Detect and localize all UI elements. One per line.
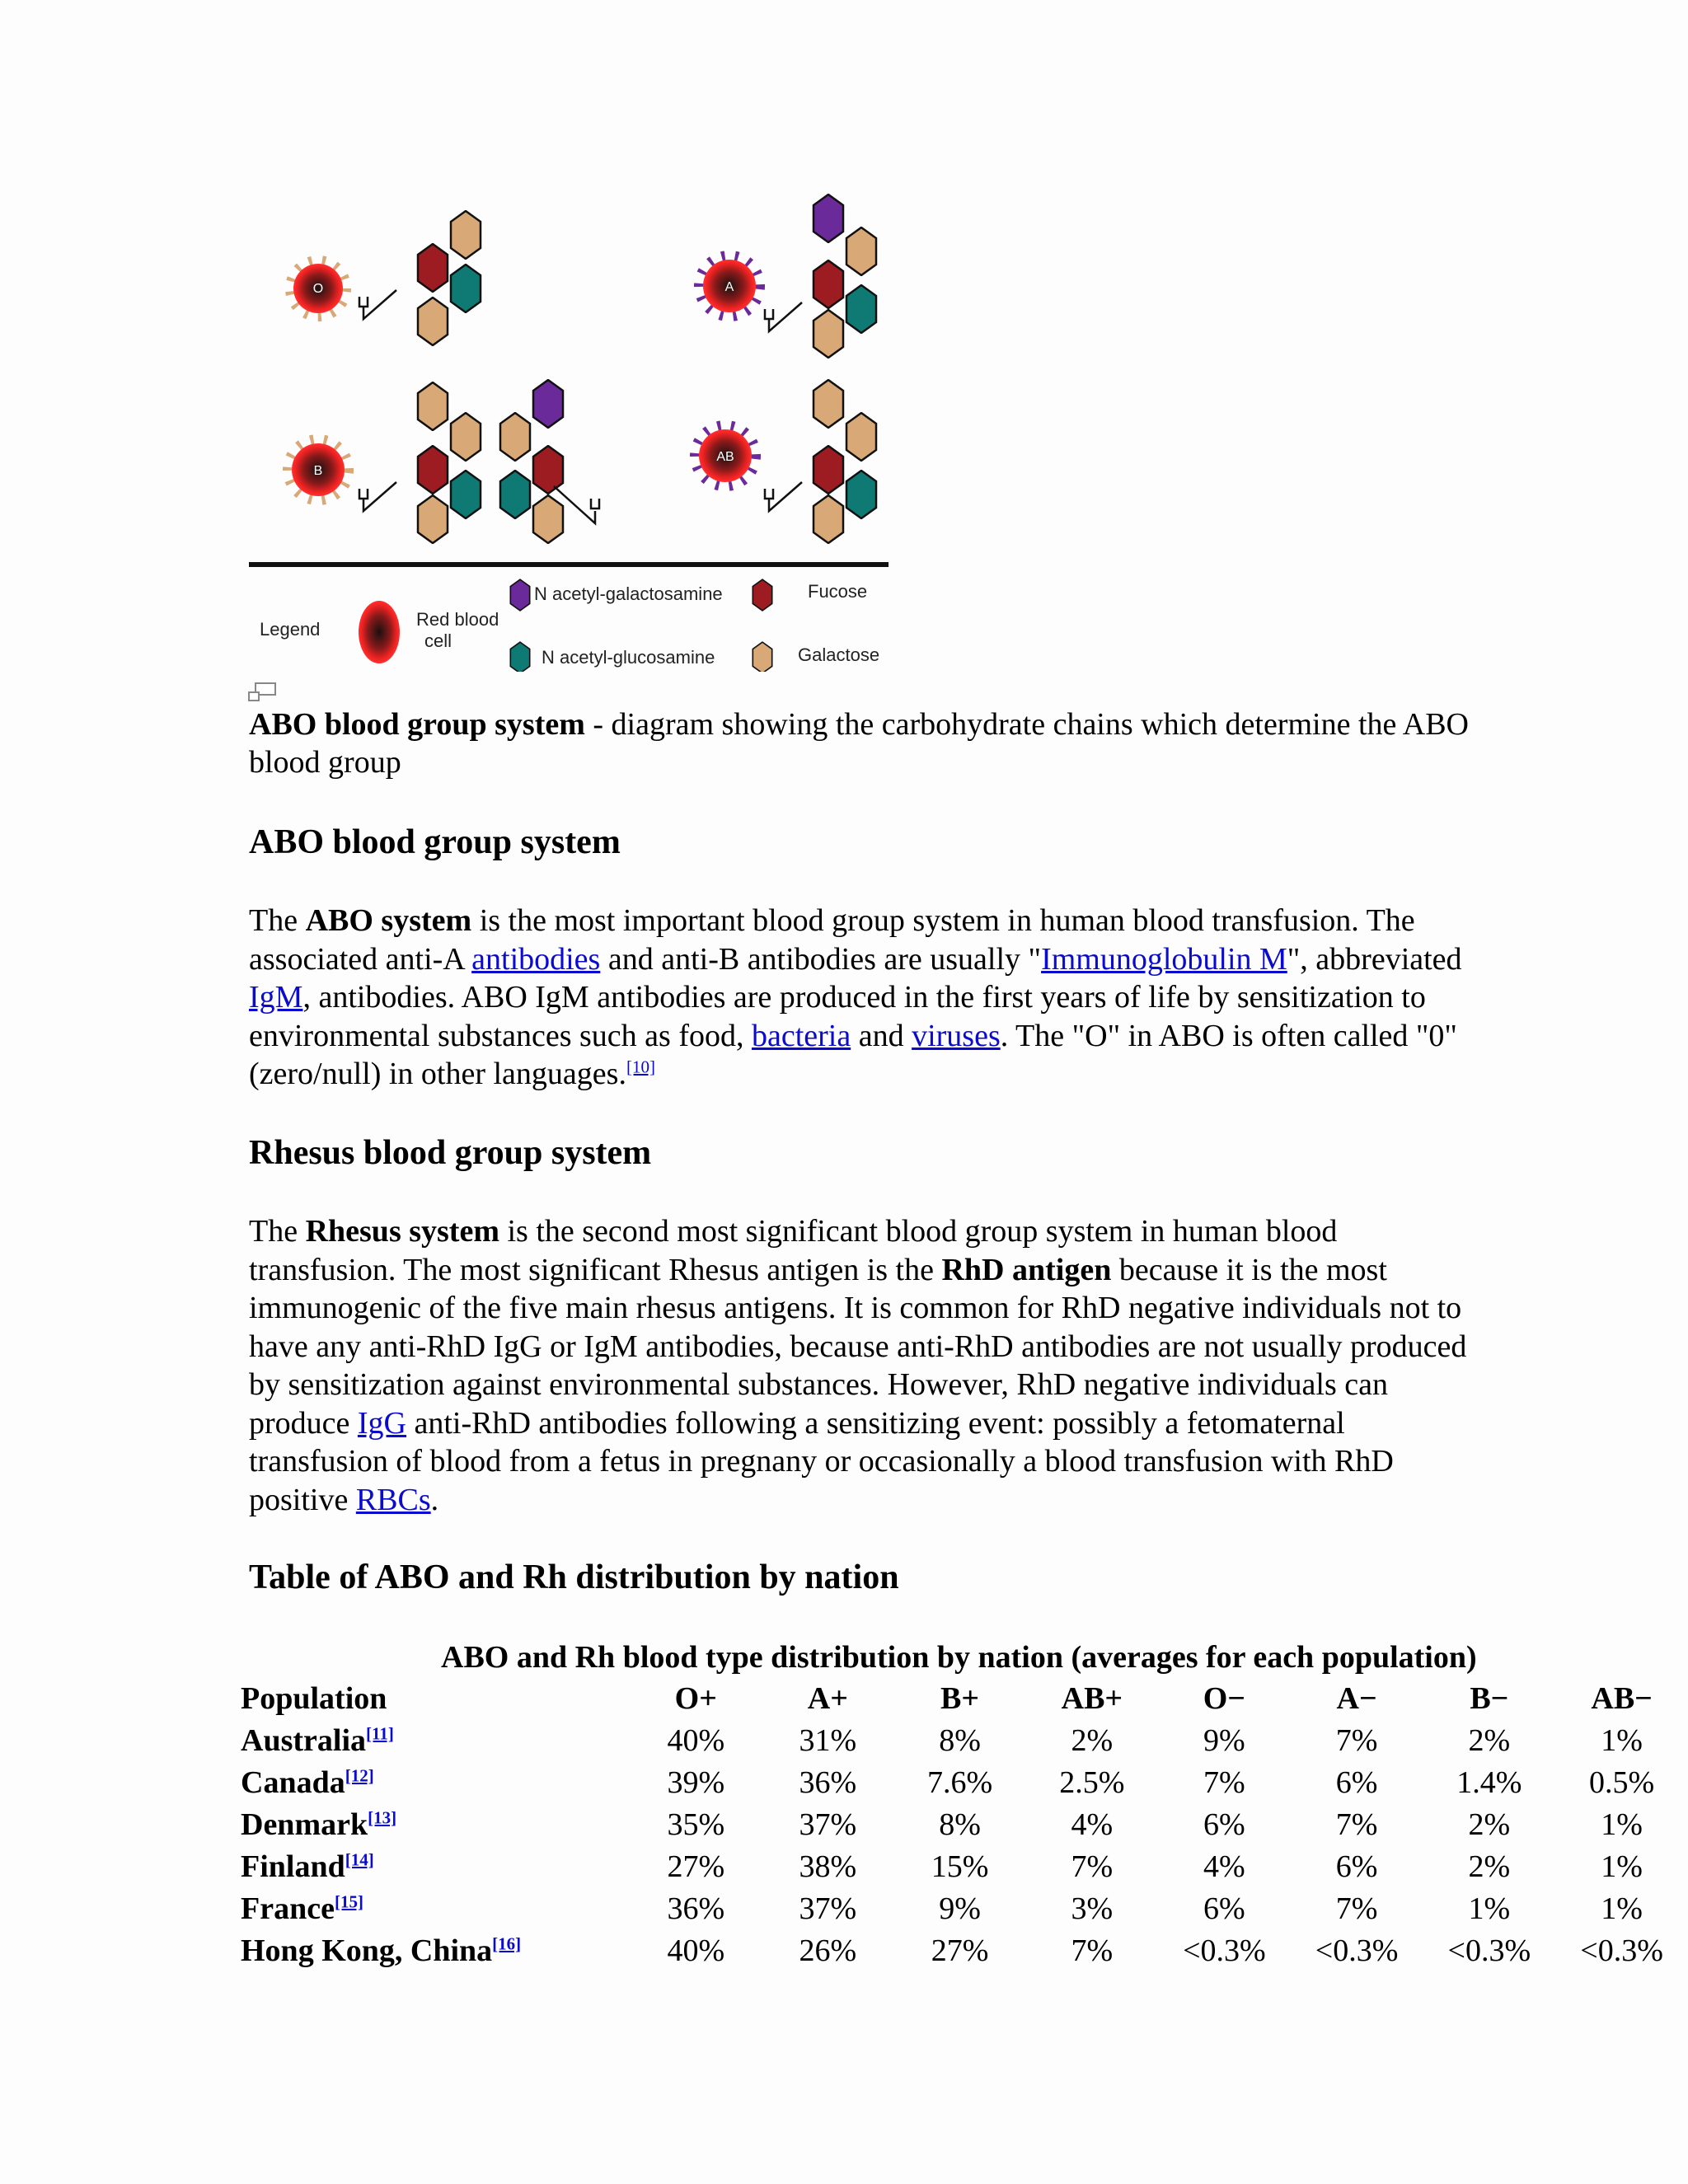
population-name xyxy=(241,1930,630,1972)
header-a-neg: A− xyxy=(1336,1681,1377,1716)
percentage-cell: 9% xyxy=(1203,1723,1245,1758)
figure-caption: ABO blood group system - diagram showing the carbohydrate chains which determine the ABO blood group xyxy=(249,707,1470,780)
country-label: France xyxy=(241,1891,335,1926)
table-row xyxy=(241,1846,1688,1888)
percentage-cell: 4% xyxy=(1071,1807,1114,1842)
percentage-cell: <0.3% xyxy=(1315,1933,1399,1968)
abo-paragraph: The ABO system is the most important blood group system in human blood transfusion. The associated anti-A antibodies and anti-B antibodies are usually "Immunoglobulin M", abbreviated IgM, antibodies. ABO IgM antibodies are produced in the first years of life by sensitization to environmental substances such as food, bacteria and viruses. The "O" in ABO is often called "0" (zero/null) in other languages.[10] xyxy=(249,903,1462,1091)
percentage-cell: 35% xyxy=(667,1807,725,1842)
table-row xyxy=(241,1762,1688,1804)
header-ab-pos: AB+ xyxy=(1061,1681,1123,1716)
percentage-cell: <0.3% xyxy=(1580,1933,1663,1968)
header-ab-neg: AB− xyxy=(1591,1681,1653,1716)
percentage-cell: 1% xyxy=(1601,1891,1643,1926)
header-population: Population xyxy=(241,1681,387,1716)
percentage-cell: 7% xyxy=(1335,1891,1378,1926)
link-rbcs[interactable]: RBCs xyxy=(355,1482,431,1517)
svg-text:A: A xyxy=(724,280,734,294)
percentage-cell: 38% xyxy=(799,1849,857,1884)
percentage-cell: 36% xyxy=(799,1765,857,1800)
country-label: Finland xyxy=(241,1849,345,1884)
abo-diagram-figure xyxy=(247,194,890,672)
percentage-cell: <0.3% xyxy=(1447,1933,1531,1968)
link-viruses[interactable]: viruses xyxy=(912,1018,1001,1053)
percentage-cell: 15% xyxy=(931,1849,989,1884)
percentage-cell: 37% xyxy=(799,1891,857,1926)
percentage-cell: 1% xyxy=(1468,1891,1511,1926)
rbc-o xyxy=(291,211,481,345)
svg-text:Fucose: Fucose xyxy=(808,581,868,602)
rhesus-paragraph: The Rhesus system is the second most significant blood group system in human blood transfusion. The most significant Rhesus antigen is the RhD antigen because it is the most immunogenic of the five main rhesus antigens. It is common for RhD negative individuals not to have any anti-RhD IgG or IgM antibodies, because anti-RhD antibodies are not usually produced by sensitization against environmental substances. However, RhD negative individuals can produce IgG anti-RhD antibodies following a sensitizing event: possibly a fetomaternal transfusion of blood from a fetus in pregnany or occasionally a blood transfusion with RhD positive RBCs. xyxy=(249,1214,1467,1517)
population-name xyxy=(241,1804,630,1846)
percentage-cell: 6% xyxy=(1203,1807,1245,1842)
section-heading-table: Table of ABO and Rh distribution by nation xyxy=(249,1558,899,1596)
svg-text:Galactose: Galactose xyxy=(798,644,880,665)
svg-text:O: O xyxy=(312,282,324,296)
link-igm[interactable]: IgM xyxy=(249,980,303,1015)
reference-link[interactable]: [12] xyxy=(345,1765,374,1786)
table-row xyxy=(241,1930,1688,1972)
percentage-cell: <0.3% xyxy=(1183,1933,1266,1968)
reference-link[interactable]: [13] xyxy=(368,1807,397,1828)
percentage-cell: 8% xyxy=(939,1807,981,1842)
percentage-cell: 1% xyxy=(1601,1723,1643,1758)
country-label: Canada xyxy=(241,1765,345,1800)
rbc-ab xyxy=(500,380,876,543)
ref-10[interactable]: [10] xyxy=(626,1057,655,1077)
svg-text:B: B xyxy=(313,464,323,478)
table-row xyxy=(241,1720,1688,1762)
header-a-pos: A+ xyxy=(807,1681,848,1716)
svg-text:Red blood: Red blood xyxy=(416,609,499,630)
percentage-cell: 6% xyxy=(1335,1765,1378,1800)
blood-type-table xyxy=(241,1678,1688,1972)
percentage-cell: 27% xyxy=(931,1933,989,1968)
link-igg[interactable]: IgG xyxy=(357,1405,406,1441)
country-label: Denmark xyxy=(241,1807,368,1842)
percentage-cell: 37% xyxy=(799,1807,857,1842)
percentage-cell: 27% xyxy=(667,1849,725,1884)
svg-text:cell: cell xyxy=(424,630,452,651)
percentage-cell: 2.5% xyxy=(1059,1765,1125,1800)
percentage-cell: 1% xyxy=(1601,1807,1643,1842)
percentage-cell: 7% xyxy=(1203,1765,1245,1800)
percentage-cell: 2% xyxy=(1468,1807,1511,1842)
reference-link[interactable]: [11] xyxy=(366,1723,394,1744)
reference-link[interactable]: [16] xyxy=(492,1933,522,1954)
svg-text:N acetyl-galactosamine: N acetyl-galactosamine xyxy=(534,583,723,604)
reference-link[interactable]: [14] xyxy=(345,1849,374,1870)
percentage-cell: 36% xyxy=(667,1891,725,1926)
rbc-b xyxy=(288,382,481,543)
header-b-pos: B+ xyxy=(940,1681,980,1716)
link-antibodies[interactable]: antibodies xyxy=(471,941,601,977)
percentage-cell: 26% xyxy=(799,1933,857,1968)
table-caption: ABO and Rh blood type distribution by nation (averages for each population) xyxy=(441,1640,1477,1675)
section-heading-abo: ABO blood group system xyxy=(249,823,621,861)
percentage-cell: 39% xyxy=(667,1765,725,1800)
enlarge-icon[interactable] xyxy=(247,682,277,702)
percentage-cell: 8% xyxy=(939,1723,981,1758)
header-o-neg: O− xyxy=(1203,1681,1245,1716)
percentage-cell: 7% xyxy=(1071,1933,1114,1968)
percentage-cell: 40% xyxy=(667,1723,725,1758)
percentage-cell: 6% xyxy=(1335,1849,1378,1884)
percentage-cell: 3% xyxy=(1071,1891,1114,1926)
legend xyxy=(260,579,879,672)
population-name xyxy=(241,1888,630,1930)
percentage-cell: 4% xyxy=(1203,1849,1245,1884)
section-heading-rhesus: Rhesus blood group system xyxy=(249,1134,652,1172)
svg-text:AB: AB xyxy=(716,450,734,464)
population-name xyxy=(241,1762,630,1804)
percentage-cell: 40% xyxy=(667,1933,725,1968)
population-name xyxy=(241,1846,630,1888)
svg-text:Legend: Legend xyxy=(260,619,321,640)
percentage-cell: 31% xyxy=(799,1723,857,1758)
percentage-cell: 0.5% xyxy=(1589,1765,1655,1800)
country-label: Australia xyxy=(241,1723,366,1758)
table-header-row xyxy=(241,1678,1688,1720)
percentage-cell: 6% xyxy=(1203,1891,1245,1926)
rbc-a xyxy=(700,194,876,358)
percentage-cell: 7% xyxy=(1335,1807,1378,1842)
svg-text:N acetyl-glucosamine: N acetyl-glucosamine xyxy=(542,647,715,668)
table-row xyxy=(241,1804,1688,1846)
percentage-cell: 2% xyxy=(1071,1723,1114,1758)
percentage-cell: 2% xyxy=(1468,1849,1511,1884)
table-row xyxy=(241,1888,1688,1930)
link-immunoglobulin-m[interactable]: Immunoglobulin M xyxy=(1041,941,1287,977)
country-label: Hong Kong, China xyxy=(241,1933,493,1968)
percentage-cell: 7% xyxy=(1071,1849,1114,1884)
percentage-cell: 2% xyxy=(1468,1723,1511,1758)
percentage-cell: 1.4% xyxy=(1456,1765,1522,1800)
percentage-cell: 7.6% xyxy=(926,1765,993,1800)
header-b-neg: B− xyxy=(1470,1681,1509,1716)
percentage-cell: 7% xyxy=(1335,1723,1378,1758)
link-bacteria[interactable]: bacteria xyxy=(751,1018,851,1053)
reference-link[interactable]: [15] xyxy=(334,1891,363,1912)
population-name xyxy=(241,1720,630,1762)
percentage-cell: 1% xyxy=(1601,1849,1643,1884)
percentage-cell: 9% xyxy=(939,1891,981,1926)
header-o-pos: O+ xyxy=(674,1681,717,1716)
